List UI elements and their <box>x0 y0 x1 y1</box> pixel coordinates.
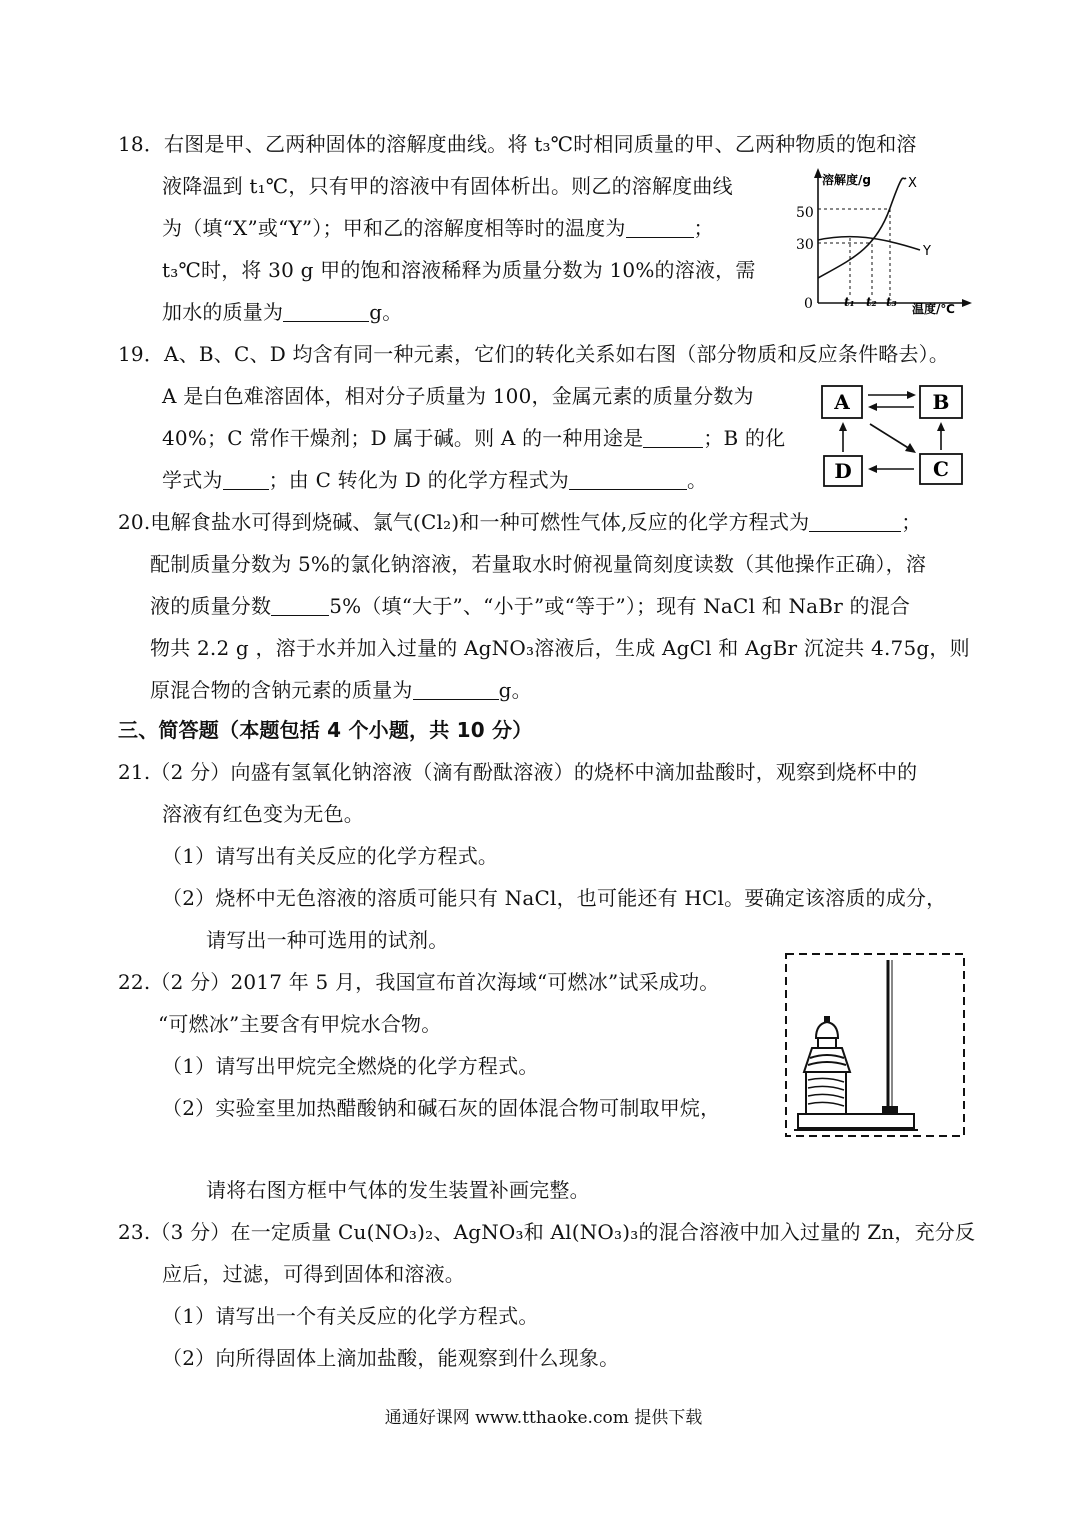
q23-line2: 应后，过滤，可得到固体和溶液。 <box>162 1262 465 1286</box>
lamp-cap <box>816 1022 838 1038</box>
q18-blank-water[interactable] <box>283 301 369 322</box>
stand-joint <box>882 1106 898 1114</box>
q18-blank-temp[interactable] <box>626 217 694 238</box>
stand-base <box>798 1114 914 1128</box>
solubility-chart <box>780 160 980 330</box>
q20-line5 <box>150 676 532 704</box>
chart-ytick-50: 50 <box>796 205 814 221</box>
q18-line1: 18．右图是甲、乙两种固体的溶解度曲线。将 t₃℃时相同质量的甲、乙两种物质的饱和溶 <box>118 132 917 156</box>
q19-line1: 19．A、B、C、D 均含有同一种元素，它们的转化关系如右图（部分物质和反应条件略去）。 <box>118 342 950 366</box>
chart-label-y: Y <box>923 244 931 259</box>
q18-line3-text: 为（填“X”或“Y”）；甲和乙的溶解度相等时的温度为 <box>162 216 626 240</box>
conversion-diagram <box>818 382 968 492</box>
q18-line3 <box>162 214 714 242</box>
arrow-c-to-d-head <box>868 465 877 473</box>
chart-xtick-t1: t₁ <box>844 295 855 309</box>
q18-line5-text: 加水的质量为 <box>162 300 284 324</box>
chart-xtick-t2: t₂ <box>866 295 877 309</box>
q20-line5-end: g。 <box>498 678 532 702</box>
q22-line3: （1）请写出甲烷完全燃烧的化学方程式。 <box>162 1054 539 1078</box>
chart-curve-x <box>818 178 906 278</box>
q22-line1: 22.（2 分）2017 年 5 月，我国宣布首次海域“可燃冰”试采成功。 <box>118 970 720 994</box>
q19-line3-end: ；B 的化 <box>703 426 786 450</box>
q22-line4: （2）实验室里加热醋酸钠和碱石灰的固体混合物可制取甲烷， <box>162 1096 721 1120</box>
q23-line4: （2）向所得固体上滴加盐酸，能观察到什么现象。 <box>162 1346 620 1370</box>
q22-line5: 请将右图方框中气体的发生装置补画完整。 <box>206 1178 590 1202</box>
q20-line1-end: ； <box>901 510 922 534</box>
q22-line2: “可燃冰”主要含有甲烷水合物。 <box>158 1012 442 1036</box>
q18-line3-end: ； <box>693 216 714 240</box>
q20-line2: 配制质量分数为 5%的氯化钠溶液，若量取水时俯视量筒刻度读数（其他操作正确），溶 <box>150 552 927 576</box>
q20-blank-sodium-mass[interactable] <box>413 679 499 700</box>
q21-line3: （1）请写出有关反应的化学方程式。 <box>162 844 499 868</box>
q21-line4: （2）烧杯中无色溶液的溶质可能只有 NaCl，也可能还有 HCl。要确定该溶质的成分， <box>162 886 947 910</box>
section-3-title: 三、简答题（本题包括 4 个小题，共 10 分） <box>118 718 533 742</box>
q18-line5-end: g。 <box>369 300 403 324</box>
arrow-c-to-b-head <box>937 422 945 431</box>
q20-blank-compare[interactable] <box>271 595 329 616</box>
q19-line4-mid: ；由 C 转化为 D 的化学方程式为 <box>268 468 569 492</box>
box-a-label: A <box>834 390 850 414</box>
chart-x-arrow <box>962 299 972 307</box>
arrow-b-to-a-head <box>868 403 877 411</box>
arrow-d-to-a-head <box>839 422 847 431</box>
chart-ylabel: 溶解度/g <box>822 173 871 187</box>
q19-line3-text: 40%；C 常作干燥剂；D 属于碱。则 A 的一种用途是 <box>162 426 644 450</box>
q19-blank-use[interactable] <box>643 427 703 448</box>
chart-y-arrow <box>814 168 822 178</box>
q18-line2: 液降温到 t₁℃，只有甲的溶液中有固体析出。则乙的溶解度曲线 <box>162 174 733 198</box>
q19-blank-formula[interactable] <box>223 469 269 490</box>
box-c-label: C <box>933 457 949 481</box>
q19-line2: A 是白色难溶固体，相对分子质量为 100，金属元素的质量分数为 <box>162 384 754 408</box>
q19-line4-end: 。 <box>686 468 708 492</box>
lamp-neck <box>818 1038 836 1048</box>
q20-line3 <box>150 592 910 620</box>
chart-origin: 0 <box>804 296 813 312</box>
chart-xlabel: 温度/℃ <box>912 302 955 316</box>
q23-line3: （1）请写出一个有关反应的化学方程式。 <box>162 1304 539 1328</box>
q20-blank-equation[interactable] <box>809 511 901 532</box>
arrow-a-to-c <box>870 424 910 449</box>
q18-line4: t₃℃时，将 30 g 甲的饱和溶液稀释为质量分数为 10%的溶液，需 <box>162 258 756 282</box>
q19-line4-text: 学式为 <box>162 468 223 492</box>
q20-line1-text: 20.电解食盐水可得到烧碱、氯气(Cl₂)和一种可燃性气体,反应的化学方程式为 <box>118 510 810 534</box>
box-d-label: D <box>834 459 852 483</box>
q21-line5: 请写出一种可选用的试剂。 <box>206 928 449 952</box>
q20-line3-text: 液的质量分数 <box>150 594 272 618</box>
chart-xtick-t3: t₃ <box>886 295 897 309</box>
arrow-a-to-b-head <box>907 391 916 399</box>
q21-line1: 21.（2 分）向盛有氢氧化钠溶液（滴有酚酞溶液）的烧杯中滴加盐酸时，观察到烧杯中的 <box>118 760 918 784</box>
q19-line4 <box>162 466 707 494</box>
q20-line5-text: 原混合物的含钠元素的质量为 <box>150 678 413 702</box>
apparatus-figure <box>784 952 966 1138</box>
q20-line4: 物共 2.2 g ，溶于水并加入过量的 AgNO₃溶液后，生成 AgCl 和 AgBr 沉淀共 4.75g，则 <box>150 636 970 660</box>
q20-line3-end: 5%（填“大于”、“小于”或“等于”）；现有 NaCl 和 NaBr 的混合 <box>329 594 911 618</box>
chart-ytick-30: 30 <box>796 237 814 253</box>
lamp-wick <box>824 1016 830 1022</box>
alcohol-lamp-body <box>804 1048 850 1072</box>
q19-line3 <box>162 424 785 452</box>
q21-line2: 溶液有红色变为无色。 <box>162 802 364 826</box>
chart-label-x: X <box>908 176 917 191</box>
q20-line1 <box>118 508 922 536</box>
page-footer: 通通好课网 www.tthaoke.com 提供下载 <box>384 1408 703 1428</box>
q18-line5 <box>162 298 402 326</box>
q23-line1: 23.（3 分）在一定质量 Cu(NO₃)₂、AgNO₃和 Al(NO₃)₃的混合溶液中加入过量的 Zn，充分反 <box>118 1220 976 1244</box>
box-b-label: B <box>932 390 950 414</box>
arrow-a-to-c-head <box>905 443 916 453</box>
q19-blank-equation[interactable] <box>569 469 687 490</box>
